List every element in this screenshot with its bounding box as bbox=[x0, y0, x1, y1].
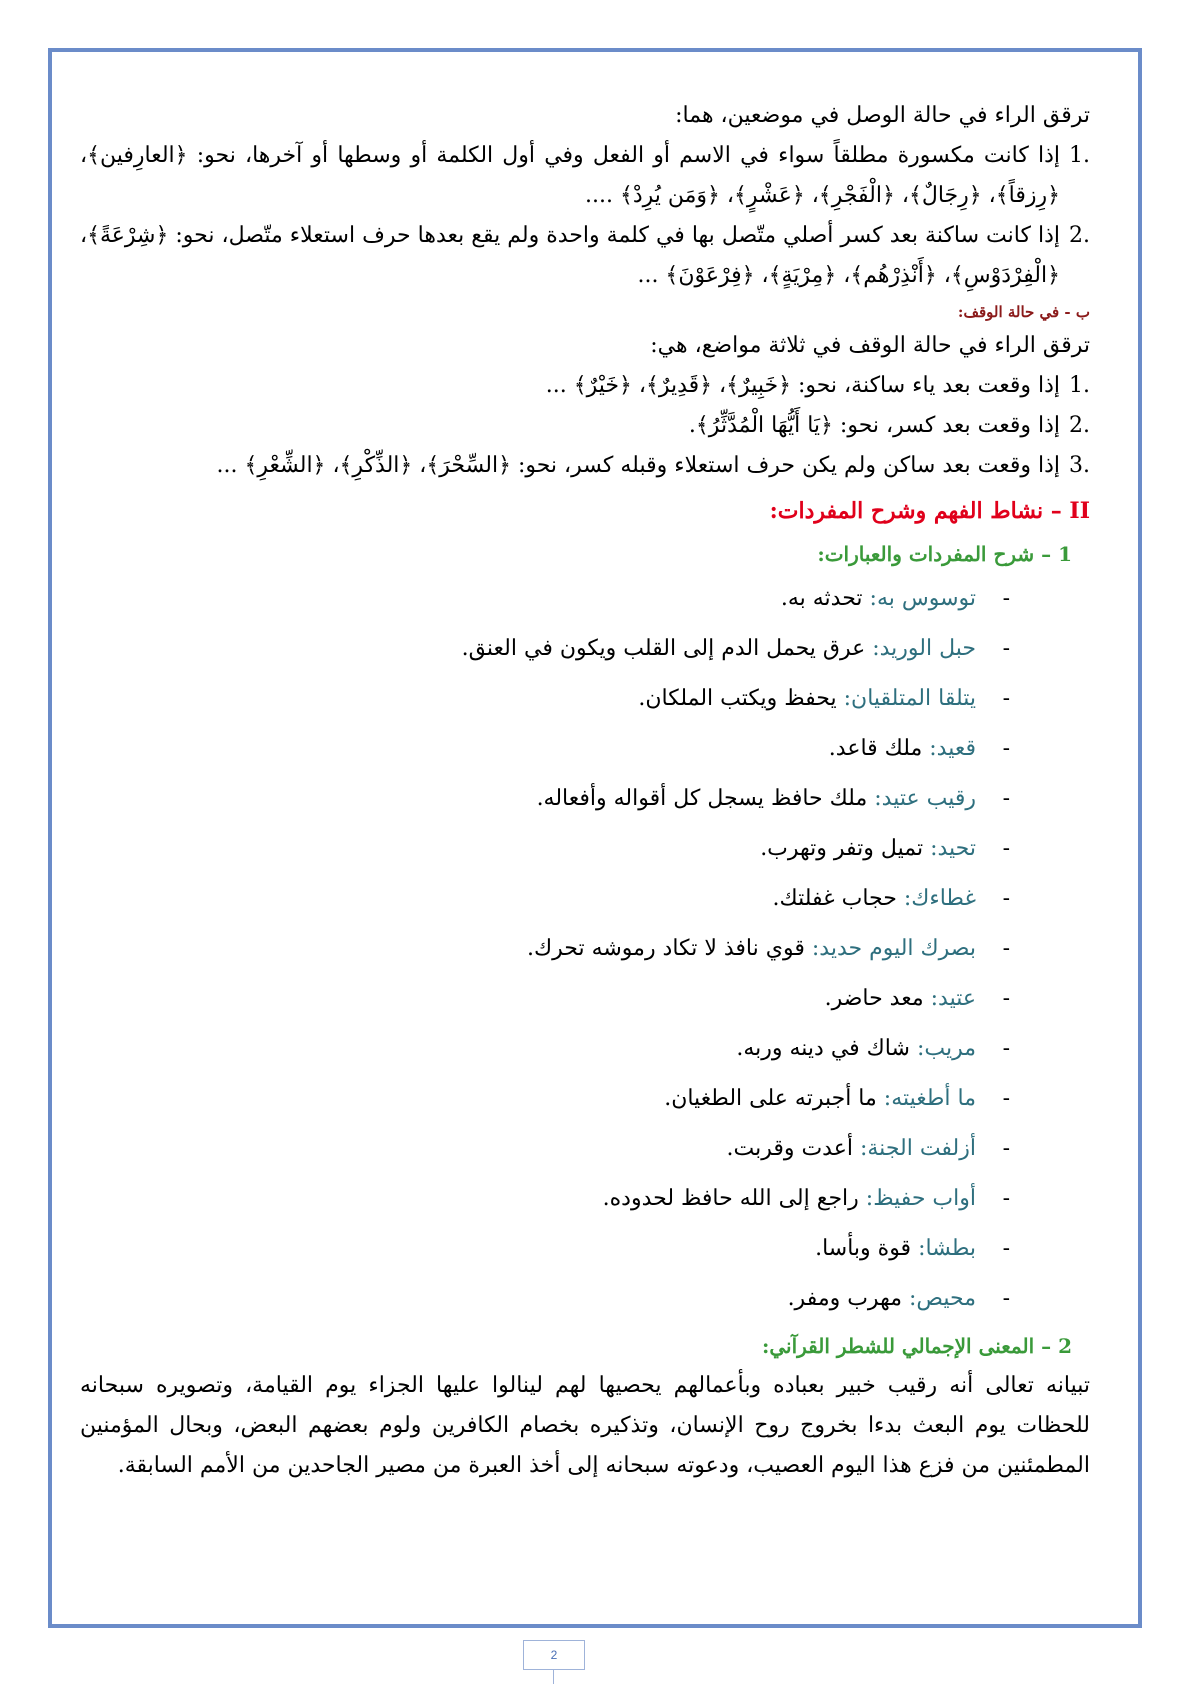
vocab-heading: 1 – شرح المفردات والعبارات: bbox=[817, 542, 1072, 566]
glossary-item: - مريب: شاك في دينه وربه. bbox=[736, 1036, 1010, 1061]
glossary-definition: شاك في دينه وربه. bbox=[736, 1036, 917, 1061]
glossary-term: مريب: bbox=[916, 1036, 976, 1061]
glossary-item: - حبل الوريد: عرق يحمل الدم إلى القلب ويكون في العنق. bbox=[461, 636, 1010, 661]
glossary-item: - محيص: مهرب ومفر. bbox=[787, 1286, 1010, 1311]
summary-paragraph: تبيانه تعالى أنه رقيب خبير بعباده وبأعمالهم يحصيها لهم لينالوا عليها الجزاء يوم القيامة، وتصويره سبحانه للحظات يوم البعث بدءا بخروج روح الإنسان، وتذكيره بخصام الكافرين ولوم بعضهم البعض، وبحال المؤمنين المطمئنين من فزع هذا اليوم العصيب، ودعوته سبحانه إلى أخذ العبرة من مصير الجاحدين من الأمم السابقة. bbox=[80, 1373, 1090, 1478]
item-text: إذا وقعت بعد ياء ساكنة، نحو: ﴿خَبِيرٌ﴾، ﴿قَدِيرٌ﴾، ﴿خَيْرٌ﴾ ... bbox=[545, 373, 1060, 398]
glossary-item: - بصرك اليوم حديد: قوي نافذ لا تكاد رموشه تحرك. bbox=[526, 936, 1010, 961]
glossary-item: - يتلقا المتلقيان: يحفظ ويكتب الملكان. bbox=[638, 686, 1010, 711]
glossary-term: قعيد: bbox=[929, 736, 976, 761]
glossary-item: - أزلفت الجنة: أعدت وقربت. bbox=[726, 1136, 1010, 1161]
glossary-item: - رقيب عتيد: ملك حافظ يسجل كل أقواله وأفعاله. bbox=[536, 786, 1010, 811]
glossary-term: أواب حفيظ: bbox=[865, 1186, 976, 1211]
section-ii-heading: II – نشاط الفهم وشرح المفردات: bbox=[769, 498, 1090, 524]
item-text: إذا وقعت بعد كسر، نحو: ﴿يَا أَيُّهَا الْمُدَّثِّرُ﴾. bbox=[688, 413, 1060, 438]
glossary-item: - توسوس به: تحدثه به. bbox=[780, 586, 1010, 611]
glossary-term: بطشا: bbox=[918, 1236, 976, 1261]
glossary-term: يتلقا المتلقيان: bbox=[843, 686, 976, 711]
item-number: 1. bbox=[1069, 373, 1090, 398]
glossary-item: - غطاءك: حجاب غفلتك. bbox=[772, 886, 1010, 911]
glossary-definition: راجع إلى الله حافظ لحدوده. bbox=[602, 1186, 866, 1211]
item-text: إذا كانت مكسورة مطلقاً سواء في الاسم أو الفعل وفي أول الكلمة أو وسطها أو آخرها، نحو: ﴿العارِفين﴾، ﴿رِزقاً﴾، ﴿رِجَالٌ﴾، ﴿الْفَجْرِ﴾، ﴿عَشْرٍ﴾، ﴿وَمَن يُرِدْ﴾ .... bbox=[80, 143, 1061, 208]
item-number: 2. bbox=[1069, 413, 1090, 438]
summary-heading: 2 – المعنى الإجمالي للشطر القرآني: bbox=[761, 1334, 1072, 1358]
glossary-definition: أعدت وقربت. bbox=[726, 1136, 860, 1161]
glossary-term: عتيد: bbox=[930, 986, 976, 1011]
glossary-definition: ما أجبرته على الطغيان. bbox=[664, 1086, 884, 1111]
glossary-definition: ملك قاعد. bbox=[828, 736, 930, 761]
glossary-list bbox=[80, 574, 1010, 1324]
glossary-item: - تحيد: تميل وتفر وتهرب. bbox=[760, 836, 1010, 861]
glossary-term: حبل الوريد: bbox=[872, 636, 976, 661]
glossary-item: - أواب حفيظ: راجع إلى الله حافظ لحدوده. bbox=[602, 1186, 1010, 1211]
glossary-term: رقيب عتيد: bbox=[874, 786, 976, 811]
page-number-connector bbox=[553, 1670, 554, 1684]
glossary-term: غطاءك: bbox=[903, 886, 976, 911]
glossary-definition: معد حاضر. bbox=[824, 986, 931, 1011]
glossary-definition: قوي نافذ لا تكاد رموشه تحرك. bbox=[526, 936, 812, 961]
glossary-term: توسوس به: bbox=[869, 586, 976, 611]
item-number: 1. bbox=[1069, 143, 1090, 168]
glossary-item: - عتيد: معد حاضر. bbox=[824, 986, 1010, 1011]
glossary-item: - ما أطغيته: ما أجبرته على الطغيان. bbox=[664, 1086, 1010, 1111]
glossary-definition: تميل وتفر وتهرب. bbox=[760, 836, 931, 861]
glossary-definition: تحدثه به. bbox=[780, 586, 870, 611]
glossary-definition: قوة وبأسا. bbox=[815, 1236, 919, 1261]
section-b-intro: ترقق الراء في حالة الوقف في ثلاثة مواضع، هي: bbox=[650, 333, 1090, 358]
item-text: إذا وقعت بعد ساكن ولم يكن حرف استعلاء وقبله كسر، نحو: ﴿السِّحْرَ﴾، ﴿الذِّكْرِ﴾، ﴿الشِّعْرِ﴾ ... bbox=[216, 453, 1060, 478]
glossary-definition: يحفظ ويكتب الملكان. bbox=[638, 686, 844, 711]
glossary-definition: ملك حافظ يسجل كل أقواله وأفعاله. bbox=[536, 786, 875, 811]
item-number: 3. bbox=[1069, 453, 1090, 478]
page-number: 2 bbox=[523, 1640, 585, 1670]
page-content bbox=[80, 96, 1090, 1486]
item-number: 2. bbox=[1069, 223, 1090, 248]
glossary-term: محيص: bbox=[909, 1286, 976, 1311]
glossary-term: بصرك اليوم حديد: bbox=[811, 936, 976, 961]
list-item bbox=[80, 366, 1090, 406]
list-item bbox=[80, 446, 1090, 486]
glossary-term: تحيد: bbox=[930, 836, 976, 861]
glossary-item: - قعيد: ملك قاعد. bbox=[828, 736, 1010, 761]
list-item bbox=[80, 136, 1090, 216]
glossary-definition: حجاب غفلتك. bbox=[772, 886, 904, 911]
glossary-term: أزلفت الجنة: bbox=[859, 1136, 976, 1161]
section-a-intro: ترقق الراء في حالة الوصل في موضعين، هما: bbox=[675, 103, 1090, 128]
list-item bbox=[80, 406, 1090, 446]
glossary-definition: عرق يحمل الدم إلى القلب ويكون في العنق. bbox=[461, 636, 873, 661]
item-text: إذا كانت ساكنة بعد كسر أصلي متّصل بها في كلمة واحدة ولم يقع بعدها حرف استعلاء متّصل، نحو: ﴿شِرْعَةً﴾، ﴿الْفِرْدَوْسِ﴾، ﴿أَنْذِرْهُم﴾، ﴿مِرْيَةٍ﴾، ﴿فِرْعَوْنَ﴾ ... bbox=[80, 223, 1061, 288]
glossary-definition: مهرب ومفر. bbox=[787, 1286, 909, 1311]
glossary-item: - بطشا: قوة وبأسا. bbox=[815, 1236, 1010, 1261]
section-b-heading: ب - في حالة الوقف: bbox=[957, 303, 1090, 321]
list-item bbox=[80, 216, 1090, 296]
glossary-term: ما أطغيته: bbox=[883, 1086, 976, 1111]
